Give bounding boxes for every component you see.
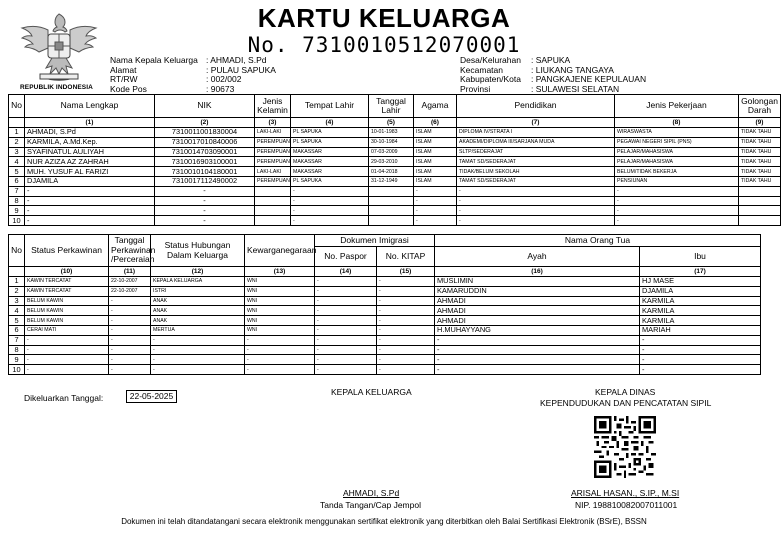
document-number: No. 7310010512070001 xyxy=(247,33,521,57)
cell-no-kitap: - xyxy=(377,335,435,345)
col-number: (17) xyxy=(640,267,761,277)
cell-status-hubungan: KEPALA KELUARGA xyxy=(151,277,245,287)
electronic-signature-disclaimer: Dokumen ini telah ditandatangani secara elektronik menggunakan sertifikat elektronik yang diterbitkan oleh Balai Sertifikasi Elektronik (BSrE), BSSN xyxy=(121,517,647,526)
cell-golongan-darah xyxy=(739,186,781,196)
cell-no: 3 xyxy=(9,296,25,306)
cell-status-perkawinan: KAWIN TERCATAT xyxy=(25,277,109,287)
table-row xyxy=(9,157,781,167)
table-row xyxy=(9,355,761,365)
cell-kewarganegaraan: WNI xyxy=(245,316,315,326)
cell-golongan-darah: TIDAK TAHU xyxy=(739,137,781,147)
col-header: Ibu xyxy=(640,247,761,267)
table-row xyxy=(9,128,781,138)
cell-jenis-kelamin xyxy=(255,216,291,226)
cell-no: 2 xyxy=(9,137,25,147)
cell-status-hubungan: - xyxy=(151,335,245,345)
cell-pendidikan: AKADEMI/DIPLOMA III/SARJANA MUDA xyxy=(457,137,615,147)
cell-kewarganegaraan: WNI xyxy=(245,325,315,335)
col-header: Dokumen Imigrasi xyxy=(315,235,435,247)
cell-kewarganegaraan: WNI xyxy=(245,286,315,296)
col-header: Nama Orang Tua xyxy=(435,235,761,247)
cell-tanggal-lahir xyxy=(369,196,414,206)
col-number xyxy=(9,267,25,277)
cell-jenis-kelamin: LAKI-LAKI xyxy=(255,128,291,138)
cell-agama: ISLAM xyxy=(414,157,457,167)
cell-no: 6 xyxy=(9,325,25,335)
col-header: Tanggal Perkawinan /Perceraian xyxy=(109,235,151,267)
cell-pendidikan: TIDAK/BELUM SEKOLAH xyxy=(457,167,615,177)
cell-pendidikan: SLTP/SEDERAJAT xyxy=(457,147,615,157)
cell-pendidikan: - xyxy=(457,206,615,216)
cell-ayah: - xyxy=(435,335,640,345)
cell-no-paspor: - xyxy=(315,335,377,345)
cell-nik: 7310011001830004 xyxy=(155,128,255,138)
cell-golongan-darah: TIDAK TAHU xyxy=(739,167,781,177)
cell-tanggal-lahir: 29-03-2010 xyxy=(369,157,414,167)
cell-nama: SYAFINATUL AULIYAH xyxy=(25,147,155,157)
cell-status-perkawinan: BELUM KAWIN xyxy=(25,316,109,326)
cell-no: 7 xyxy=(9,186,25,196)
cell-tempat-lahir: MAKASSAR xyxy=(291,157,369,167)
cell-tanggal-lahir xyxy=(369,216,414,226)
table-row xyxy=(9,167,781,177)
family-members-table xyxy=(8,94,781,226)
col-header: No. KITAP xyxy=(377,247,435,267)
cell-ibu: MARIAH xyxy=(640,325,761,335)
cell-nik: - xyxy=(155,206,255,216)
cell-kewarganegaraan: - xyxy=(245,355,315,365)
table-row xyxy=(9,316,761,326)
col-number: (16) xyxy=(435,267,640,277)
cell-ayah: - xyxy=(435,345,640,355)
cell-nama: - xyxy=(25,216,155,226)
cell-nama: DJAMILA xyxy=(25,176,155,186)
cell-tempat-lahir: - xyxy=(291,196,369,206)
cell-ibu: KARMILA xyxy=(640,296,761,306)
cell-tanggal-lahir: 30-10-1984 xyxy=(369,137,414,147)
cell-no: 9 xyxy=(9,355,25,365)
table-row xyxy=(9,286,761,296)
cell-no-kitap: - xyxy=(377,325,435,335)
cell-status-perkawinan: - xyxy=(25,335,109,345)
cell-no: 10 xyxy=(9,365,25,375)
agency-title-line2: KEPENDUDUKAN DAN PENCATATAN SIPIL xyxy=(540,398,712,408)
col-number: (1) xyxy=(25,118,155,128)
cell-jenis-kelamin: PEREMPUAN xyxy=(255,176,291,186)
header-field: Kecamatan : LIUKANG TANGAYA xyxy=(460,64,614,75)
cell-no: 2 xyxy=(9,286,25,296)
cell-kewarganegaraan: WNI xyxy=(245,296,315,306)
cell-tempat-lahir: PL SAPUKA xyxy=(291,137,369,147)
table-row xyxy=(9,345,761,355)
table-row xyxy=(9,306,761,316)
col-number: (6) xyxy=(414,118,457,128)
col-header: Jenis Pekerjaan xyxy=(615,95,739,118)
cell-agama: - xyxy=(414,186,457,196)
cell-no: 5 xyxy=(9,167,25,177)
issued-date: 22-05-2025 xyxy=(126,390,177,403)
head-of-family-label: KEPALA KELUARGA xyxy=(331,387,412,397)
document-title: KARTU KELUARGA xyxy=(257,3,511,33)
col-header: Ayah xyxy=(435,247,640,267)
cell-tanggal-perkawinan: - xyxy=(109,296,151,306)
cell-status-perkawinan: CERAI MATI xyxy=(25,325,109,335)
col-header: Golongan Darah xyxy=(739,95,781,118)
cell-tanggal-lahir xyxy=(369,186,414,196)
emblem-caption: REPUBLIK INDONESIA xyxy=(20,84,93,91)
col-header: Pendidikan xyxy=(457,95,615,118)
cell-status-perkawinan: BELUM KAWIN xyxy=(25,296,109,306)
cell-nik: - xyxy=(155,216,255,226)
col-number: (10) xyxy=(25,267,109,277)
cell-jenis-kelamin: PEREMPUAN xyxy=(255,147,291,157)
cell-pekerjaan: PEGAWAI NEGERI SIPIL (PNS) xyxy=(615,137,739,147)
cell-golongan-darah xyxy=(739,196,781,206)
qr-code-icon xyxy=(594,416,656,478)
cell-ayah: AHMADI xyxy=(435,296,640,306)
cell-tempat-lahir: - xyxy=(291,216,369,226)
cell-no-kitap: - xyxy=(377,286,435,296)
cell-kewarganegaraan: - xyxy=(245,335,315,345)
cell-ibu: - xyxy=(640,335,761,345)
issued-label: Dikeluarkan Tanggal: xyxy=(24,393,104,403)
column-number-row xyxy=(9,267,761,277)
cell-status-hubungan: - xyxy=(151,345,245,355)
cell-agama: ISLAM xyxy=(414,137,457,147)
signature-note: Tanda Tangan/Cap Jempol xyxy=(320,500,421,510)
cell-no-paspor: - xyxy=(315,355,377,365)
col-number: (3) xyxy=(255,118,291,128)
table-row xyxy=(9,137,781,147)
cell-kewarganegaraan: - xyxy=(245,365,315,375)
cell-nama: NUR AZIZA AZ ZAHRAH xyxy=(25,157,155,167)
cell-no: 6 xyxy=(9,176,25,186)
table-row xyxy=(9,147,781,157)
cell-jenis-kelamin xyxy=(255,196,291,206)
cell-status-hubungan: ANAK xyxy=(151,316,245,326)
cell-nik: - xyxy=(155,186,255,196)
cell-no-kitap: - xyxy=(377,365,435,375)
table-header-row xyxy=(9,95,781,118)
cell-pekerjaan: WIRASWASTA xyxy=(615,128,739,138)
cell-tanggal-perkawinan: - xyxy=(109,335,151,345)
cell-ayah: H.MUHAYYANG xyxy=(435,325,640,335)
col-header: No xyxy=(9,95,25,118)
cell-tanggal-lahir: 07-03-2009 xyxy=(369,147,414,157)
cell-status-hubungan: ANAK xyxy=(151,306,245,316)
cell-no: 7 xyxy=(9,335,25,345)
cell-agama: - xyxy=(414,216,457,226)
cell-ibu: KARMILA xyxy=(640,306,761,316)
cell-no-paspor: - xyxy=(315,277,377,287)
cell-no: 1 xyxy=(9,277,25,287)
cell-nama: AHMADI, S.Pd xyxy=(25,128,155,138)
cell-no: 5 xyxy=(9,316,25,326)
official-name: ARISAL HASAN., S.IP., M.SI xyxy=(571,488,680,498)
col-number: (11) xyxy=(109,267,151,277)
cell-ayah: - xyxy=(435,365,640,375)
cell-jenis-kelamin xyxy=(255,186,291,196)
col-number: (8) xyxy=(615,118,739,128)
cell-no: 9 xyxy=(9,206,25,216)
cell-ibu: - xyxy=(640,345,761,355)
cell-status-perkawinan: - xyxy=(25,355,109,365)
table-row xyxy=(9,186,781,196)
cell-tempat-lahir: - xyxy=(291,206,369,216)
header-right-fields xyxy=(460,56,646,94)
cell-no-paspor: - xyxy=(315,365,377,375)
cell-nik: 7310016903100001 xyxy=(155,157,255,167)
cell-no-kitap: - xyxy=(377,345,435,355)
cell-ibu: - xyxy=(640,365,761,375)
header-field: Alamat : PULAU SAPUKA xyxy=(110,64,276,75)
cell-no-kitap: - xyxy=(377,355,435,365)
cell-nik: 7310017112490002 xyxy=(155,176,255,186)
cell-ibu: DJAMILA xyxy=(640,286,761,296)
cell-jenis-kelamin: LAKI-LAKI xyxy=(255,167,291,177)
col-header: Jenis Kelamin xyxy=(255,95,291,118)
table-row xyxy=(9,277,761,287)
cell-nik: 7310017010840006 xyxy=(155,137,255,147)
cell-jenis-kelamin xyxy=(255,206,291,216)
cell-nama: - xyxy=(25,196,155,206)
cell-ayah: KAMARUDDIN xyxy=(435,286,640,296)
cell-jenis-kelamin: PEREMPUAN xyxy=(255,137,291,147)
cell-tanggal-lahir: 31-12-1949 xyxy=(369,176,414,186)
cell-tempat-lahir: - xyxy=(291,186,369,196)
cell-no-kitap: - xyxy=(377,296,435,306)
cell-agama: ISLAM xyxy=(414,128,457,138)
cell-pendidikan: - xyxy=(457,196,615,206)
cell-ayah: AHMADI xyxy=(435,306,640,316)
official-nip: NIP. 198810082007011001 xyxy=(575,500,678,510)
col-header: Tanggal Lahir xyxy=(369,95,414,118)
cell-tanggal-perkawinan: - xyxy=(109,345,151,355)
header-field: Provinsi : SULAWESI SELATAN xyxy=(460,83,620,94)
cell-tanggal-perkawinan: - xyxy=(109,325,151,335)
cell-tempat-lahir: MAKASSAR xyxy=(291,147,369,157)
header-left-fields xyxy=(110,56,276,94)
cell-pekerjaan: - xyxy=(615,206,739,216)
col-number: (2) xyxy=(155,118,255,128)
cell-no-paspor: - xyxy=(315,306,377,316)
cell-status-perkawinan: - xyxy=(25,345,109,355)
cell-tanggal-lahir: 10-01-1983 xyxy=(369,128,414,138)
cell-status-hubungan: - xyxy=(151,365,245,375)
cell-no-kitap: - xyxy=(377,306,435,316)
cell-no-kitap: - xyxy=(377,316,435,326)
col-number: (12) xyxy=(151,267,245,277)
cell-no-paspor: - xyxy=(315,325,377,335)
col-number: (13) xyxy=(245,267,315,277)
cell-kewarganegaraan: WNI xyxy=(245,277,315,287)
col-header: Tempat Lahir xyxy=(291,95,369,118)
col-number: (5) xyxy=(369,118,414,128)
header-field: RT/RW : 002/002 xyxy=(110,74,242,85)
cell-pekerjaan: - xyxy=(615,196,739,206)
cell-tanggal-perkawinan: - xyxy=(109,355,151,365)
cell-ibu: - xyxy=(640,355,761,365)
table-row xyxy=(9,325,761,335)
table-row xyxy=(9,176,781,186)
cell-no: 8 xyxy=(9,196,25,206)
cell-no-paspor: - xyxy=(315,286,377,296)
table-row xyxy=(9,296,761,306)
cell-pekerjaan: - xyxy=(615,186,739,196)
family-status-table xyxy=(8,234,761,375)
cell-tanggal-perkawinan: - xyxy=(109,365,151,375)
cell-ibu: KARMILA xyxy=(640,316,761,326)
cell-status-hubungan: ANAK xyxy=(151,296,245,306)
cell-golongan-darah xyxy=(739,206,781,216)
col-header: NIK xyxy=(155,95,255,118)
column-number-row xyxy=(9,118,781,128)
cell-golongan-darah: TIDAK TAHU xyxy=(739,157,781,167)
header-field: Desa/Kelurahan : SAPUKA xyxy=(460,55,571,65)
cell-agama: ISLAM xyxy=(414,147,457,157)
cell-nik: 7310014703090001 xyxy=(155,147,255,157)
cell-status-perkawinan: - xyxy=(25,365,109,375)
head-of-family-name: AHMADI, S.Pd xyxy=(343,488,400,498)
cell-tanggal-perkawinan: - xyxy=(109,316,151,326)
cell-no-paspor: - xyxy=(315,316,377,326)
cell-tanggal-lahir xyxy=(369,206,414,216)
cell-no-paspor: - xyxy=(315,296,377,306)
cell-pekerjaan: PENSIUNAN xyxy=(615,176,739,186)
cell-golongan-darah xyxy=(739,216,781,226)
cell-tanggal-lahir: 01-04-2018 xyxy=(369,167,414,177)
col-header: No xyxy=(9,235,25,267)
header-field: Kabupaten/Kota : PANGKAJENE KEPULAUAN xyxy=(460,74,647,85)
cell-no: 4 xyxy=(9,306,25,316)
cell-pendidikan: - xyxy=(457,216,615,226)
col-header: No. Paspor xyxy=(315,247,377,267)
cell-pekerjaan: PELAJAR/MAHASISWA xyxy=(615,157,739,167)
agency-title-line1: KEPALA DINAS xyxy=(595,387,656,397)
cell-pekerjaan: - xyxy=(615,216,739,226)
table-row xyxy=(9,206,781,216)
cell-nama: - xyxy=(25,206,155,216)
col-number: (4) xyxy=(291,118,369,128)
cell-pendidikan: - xyxy=(457,186,615,196)
cell-kewarganegaraan: WNI xyxy=(245,306,315,316)
cell-tempat-lahir: PL SAPUKA xyxy=(291,176,369,186)
cell-status-hubungan: - xyxy=(151,355,245,365)
cell-no: 4 xyxy=(9,157,25,167)
cell-golongan-darah: TIDAK TAHU xyxy=(739,128,781,138)
col-number: (15) xyxy=(377,267,435,277)
col-number xyxy=(9,118,25,128)
col-header: Status Perkawinan xyxy=(25,235,109,267)
cell-no: 8 xyxy=(9,345,25,355)
cell-no-kitap: - xyxy=(377,277,435,287)
cell-no: 1 xyxy=(9,128,25,138)
cell-agama: ISLAM xyxy=(414,167,457,177)
col-header: Kewarganegaraan xyxy=(245,235,315,267)
cell-nama: KARMILA, A.Md.Kep. xyxy=(25,137,155,147)
col-header: Status Hubungan Dalam Keluarga xyxy=(151,235,245,267)
col-number: (9) xyxy=(739,118,781,128)
cell-golongan-darah: TIDAK TAHU xyxy=(739,176,781,186)
cell-tanggal-perkawinan: 22-10-2007 xyxy=(109,277,151,287)
cell-pekerjaan: BELUM/TIDAK BEKERJA xyxy=(615,167,739,177)
cell-agama: - xyxy=(414,196,457,206)
cell-tempat-lahir: MAKASSAR xyxy=(291,167,369,177)
cell-nama: - xyxy=(25,186,155,196)
cell-nama: MUH. YUSUF AL FARIZI xyxy=(25,167,155,177)
cell-ibu: HJ MASE xyxy=(640,277,761,287)
cell-tanggal-perkawinan: - xyxy=(109,306,151,316)
table-header-row xyxy=(9,235,761,247)
col-number: (7) xyxy=(457,118,615,128)
cell-agama: - xyxy=(414,206,457,216)
cell-status-hubungan: MERTUA xyxy=(151,325,245,335)
cell-tempat-lahir: PL SAPUKA xyxy=(291,128,369,138)
cell-ayah: AHMADI xyxy=(435,316,640,326)
cell-status-perkawinan: BELUM KAWIN xyxy=(25,306,109,316)
cell-no: 10 xyxy=(9,216,25,226)
cell-no: 3 xyxy=(9,147,25,157)
cell-agama: ISLAM xyxy=(414,176,457,186)
cell-nik: 7310010104180001 xyxy=(155,167,255,177)
cell-status-perkawinan: KAWIN TERCATAT xyxy=(25,286,109,296)
table-row xyxy=(9,196,781,206)
cell-ayah: - xyxy=(435,355,640,365)
cell-ayah: MUSLIMIN xyxy=(435,277,640,287)
cell-golongan-darah: TIDAK TAHU xyxy=(739,147,781,157)
cell-pekerjaan: PELAJAR/MAHASISWA xyxy=(615,147,739,157)
col-header: Nama Lengkap xyxy=(25,95,155,118)
table-row xyxy=(9,365,761,375)
cell-tanggal-perkawinan: 22-10-2007 xyxy=(109,286,151,296)
cell-kewarganegaraan: - xyxy=(245,345,315,355)
cell-status-hubungan: ISTRI xyxy=(151,286,245,296)
cell-nik: - xyxy=(155,196,255,206)
cell-jenis-kelamin: PEREMPUAN xyxy=(255,157,291,167)
header-field: Nama Kepala Keluarga : AHMADI, S.Pd xyxy=(110,55,267,65)
header-field: Kode Pos : 90673 xyxy=(110,83,235,94)
col-number: (14) xyxy=(315,267,377,277)
cell-pendidikan: DIPLOMA IV/STRATA I xyxy=(457,128,615,138)
cell-pendidikan: TAMAT SD/SEDERAJAT xyxy=(457,157,615,167)
table-row xyxy=(9,335,761,345)
cell-no-paspor: - xyxy=(315,345,377,355)
cell-pendidikan: TAMAT SD/SEDERAJAT xyxy=(457,176,615,186)
table-row xyxy=(9,216,781,226)
col-header: Agama xyxy=(414,95,457,118)
